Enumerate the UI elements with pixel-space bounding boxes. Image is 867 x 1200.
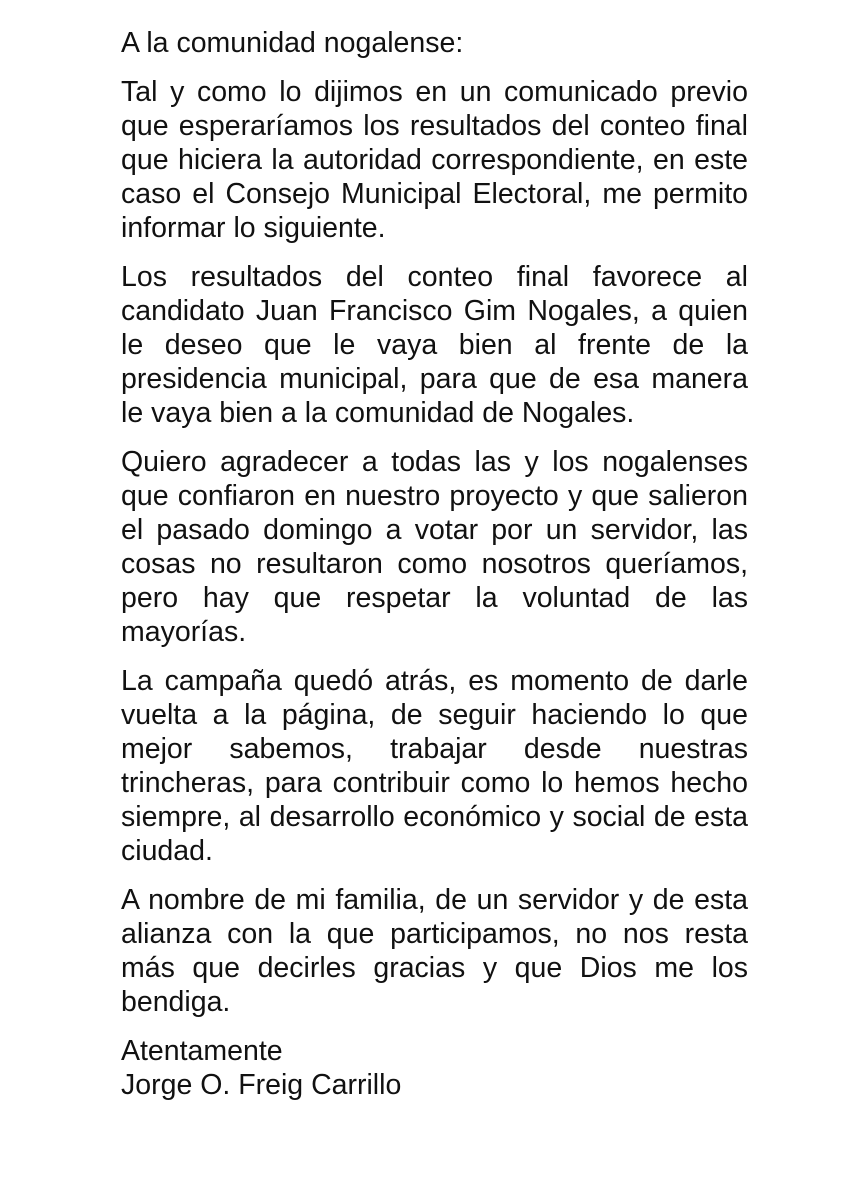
letter-paragraph: La campaña quedó atrás, es momento de darle vuelta a la página, de seguir haciendo lo que mejor sabemos, trabajar desde nuestras trincheras, para contribuir como lo hemos hecho siempre, al desarrollo económico y social de esta ciudad. xyxy=(121,665,748,867)
letter-paragraph: Los resultados del conteo final favorece al candidato Juan Francisco Gim Nogales, a quien le deseo que le vaya bien al frente de la presidencia municipal, para que de esa manera le vaya bien a la comunidad de Nogales. xyxy=(121,261,748,429)
letter-paragraph: Tal y como lo dijimos en un comunicado previo que esperaríamos los resultados del conteo final que hiciera la autoridad correspondiente, en este caso el Consejo Municipal Electoral, me permito informar lo siguiente. xyxy=(121,76,748,244)
letter-body xyxy=(121,26,748,1102)
letter-signature: Jorge O. Freig Carrillo xyxy=(121,1069,402,1101)
letter-greeting: A la comunidad nogalense: xyxy=(121,27,464,59)
letter-closing: Atentamente xyxy=(121,1035,283,1067)
letter-paragraph: A nombre de mi familia, de un servidor y de esta alianza con la que participamos, no nos resta más que decirles gracias y que Dios me los bendiga. xyxy=(121,884,748,1018)
letter-paragraph: Quiero agradecer a todas las y los nogalenses que confiaron en nuestro proyecto y que salieron el pasado domingo a votar por un servidor, las cosas no resultaron como nosotros queríamos, pero hay que respetar la voluntad de las mayorías. xyxy=(121,446,748,648)
